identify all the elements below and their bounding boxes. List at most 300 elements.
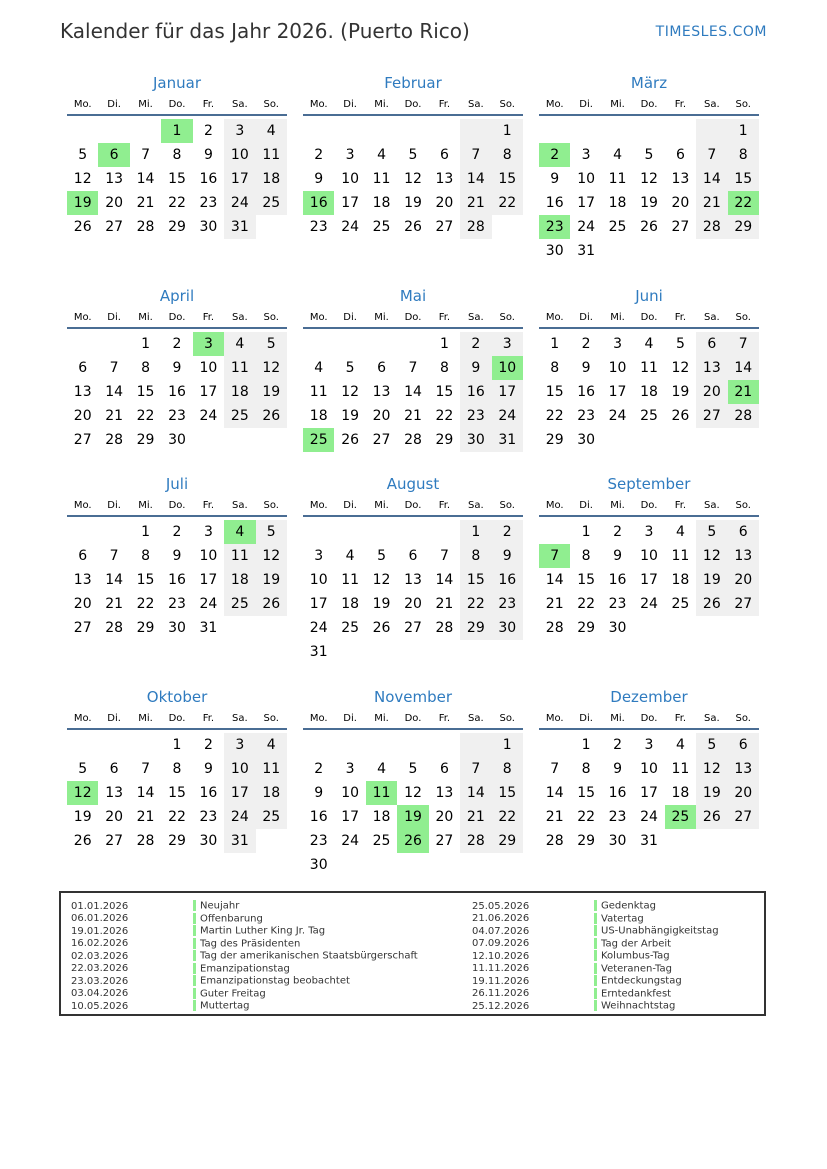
day-cell: 9 [613,761,623,777]
day-cell: 25 [224,592,255,616]
weekday-label: Di. [107,500,121,511]
day-cell: 9 [550,171,560,187]
empty-cell [67,733,98,757]
holiday-marker [594,913,597,924]
day-cell: 22 [136,408,155,424]
day-cell: 21 [545,809,564,825]
day-cell: 30 [545,243,564,259]
empty-cell [334,520,365,544]
day-cell: 23 [492,592,523,616]
day-cell: 24 [199,596,218,612]
holiday-name: Guter Freitag [200,988,266,999]
day-cell: 28 [105,620,124,636]
weekday-label: Fr. [674,500,687,511]
weekday-label: Do. [404,99,422,110]
day-cell: 28 [404,432,422,448]
day-cell: 30 [168,620,186,636]
day-grid [539,332,759,452]
day-cell: 23 [577,408,596,424]
day-cell: 18 [224,568,255,592]
day-cell: 13 [435,785,454,801]
weekday-label: Di. [107,312,121,323]
day-cell: 21 [105,408,124,424]
weekday-label: Di. [343,312,357,323]
day-cell: 24 [640,809,658,825]
day-cell: 4 [675,737,685,753]
weekday-label: Do. [404,312,422,323]
weekday-label: Do. [404,713,422,724]
day-cell: 30 [309,857,328,873]
day-cell: 3 [314,548,324,564]
day-cell: 15 [168,171,186,187]
weekday-header [303,708,523,730]
month-12 [539,686,759,853]
holiday-day-cell: 16 [303,191,334,215]
day-cell: 24 [224,191,255,215]
holiday-date: 06.01.2026 [71,913,129,924]
holiday-marker [594,900,597,911]
holiday-date: 25.12.2026 [472,1000,530,1012]
day-cell: 1 [460,520,491,544]
day-cell: 3 [345,147,355,163]
weekday-label: Fr. [674,312,687,323]
holiday-name: Neujahr [200,900,240,912]
day-cell: 25 [608,219,627,235]
day-cell: 21 [696,191,727,215]
holiday-day-cell: 22 [728,191,759,215]
day-cell: 3 [492,332,523,356]
day-cell: 24 [608,408,627,424]
day-cell: 8 [460,544,491,568]
day-cell: 15 [577,572,596,588]
holiday-row [71,925,418,938]
holiday-marker [594,925,597,936]
empty-cell [67,332,98,356]
day-cell: 12 [671,360,690,376]
day-cell: 29 [168,833,186,849]
day-cell: 18 [608,195,627,211]
day-cell: 27 [105,833,124,849]
day-cell: 21 [545,596,564,612]
day-cell: 8 [141,360,151,376]
holiday-row [472,938,719,951]
holiday-day-cell: 6 [98,143,129,167]
weekday-label: Mo. [73,500,92,511]
day-cell: 30 [168,432,186,448]
weekday-label: Fr. [674,713,687,724]
holiday-column-left [71,900,418,1013]
weekday-label: Mi. [138,713,153,724]
holiday-row [472,1000,719,1013]
weekday-label: Do. [640,500,658,511]
empty-cell [303,733,334,757]
holiday-name: Emanzipationstag beobachtet [200,975,350,987]
day-cell: 7 [109,548,119,564]
day-cell: 30 [199,833,218,849]
weekday-label: Mi. [374,500,389,511]
holiday-day-cell: 25 [665,805,696,829]
day-grid [303,520,523,664]
day-cell: 25 [256,805,287,829]
day-cell: 1 [492,733,523,757]
day-cell: 18 [224,380,255,404]
day-cell: 4 [377,147,387,163]
day-cell: 1 [439,336,449,352]
holiday-row [71,900,418,913]
day-cell: 20 [73,408,92,424]
empty-cell [397,332,428,356]
month-6 [539,285,759,452]
weekday-label: Fr. [202,713,215,724]
brand-link[interactable]: TIMESLES.COM [655,24,767,40]
weekday-label: Di. [579,99,593,110]
weekday-label: So. [735,312,751,323]
weekday-label: Fr. [202,312,215,323]
day-cell: 16 [577,384,596,400]
day-cell: 12 [696,757,727,781]
day-cell: 9 [172,360,182,376]
day-cell: 18 [671,785,690,801]
holiday-name: Tag der Arbeit [601,938,672,949]
weekday-label: Di. [579,500,593,511]
holiday-marker [193,963,196,974]
holiday-marker [193,988,196,999]
day-cell: 16 [608,572,627,588]
weekday-label: Mo. [545,99,564,110]
weekday-label: Sa. [467,312,484,323]
holiday-marker [594,975,597,986]
day-cell: 30 [608,620,627,636]
day-cell: 5 [408,761,418,777]
day-cell: 1 [581,524,591,540]
holiday-day-cell: 3 [193,332,224,356]
weekday-label: Sa. [703,713,720,724]
weekday-label: Di. [579,713,593,724]
weekday-label: Di. [107,99,121,110]
empty-cell [366,119,397,143]
weekday-label: Sa. [231,312,248,323]
day-cell: 10 [608,360,627,376]
weekday-label: Di. [343,713,357,724]
day-cell: 25 [372,219,391,235]
day-grid [67,733,287,853]
empty-cell [397,520,428,544]
day-cell: 11 [256,143,287,167]
day-cell: 8 [172,147,182,163]
month-title: Februar [384,74,442,92]
weekday-label: Sa. [231,713,248,724]
weekday-header [67,94,287,116]
weekday-header [303,307,523,329]
holiday-date: 02.03.2026 [71,950,129,962]
day-cell: 12 [404,785,422,801]
weekday-label: So. [499,99,515,110]
day-cell: 20 [105,195,124,211]
day-cell: 29 [136,432,155,448]
day-cell: 4 [314,360,324,376]
day-cell: 19 [696,781,727,805]
holiday-name: Vatertag [601,913,644,924]
empty-cell [397,733,428,757]
weekday-label: Do. [404,500,422,511]
day-grid [539,733,759,853]
holiday-date: 16.02.2026 [71,938,129,949]
holiday-legend [59,891,766,1016]
day-cell: 27 [73,620,92,636]
day-cell: 23 [168,596,186,612]
day-cell: 6 [78,360,88,376]
empty-cell [429,119,460,143]
day-cell: 21 [435,596,454,612]
day-cell: 26 [73,833,92,849]
empty-cell [366,332,397,356]
day-cell: 13 [105,171,124,187]
day-cell: 2 [314,147,324,163]
day-cell: 16 [309,809,328,825]
weekday-label: So. [499,713,515,724]
weekday-label: Mi. [374,713,389,724]
day-cell: 6 [439,761,449,777]
empty-cell [303,119,334,143]
day-cell: 22 [136,596,155,612]
holiday-marker [594,938,597,949]
day-cell: 13 [671,171,690,187]
day-cell: 17 [640,785,658,801]
holiday-row [71,938,418,951]
holiday-marker [594,950,597,961]
holiday-day-cell: 26 [397,829,428,853]
day-cell: 7 [439,548,449,564]
weekday-label: So. [263,713,279,724]
day-cell: 23 [309,833,328,849]
day-cell: 8 [492,757,523,781]
holiday-name: US-Unabhängigkeitstag [601,925,719,937]
day-cell: 27 [435,833,454,849]
day-cell: 6 [439,147,449,163]
holiday-date: 21.06.2026 [472,913,530,924]
day-cell: 26 [372,620,391,636]
day-cell: 14 [404,384,422,400]
weekday-label: Fr. [674,99,687,110]
day-cell: 10 [577,171,596,187]
day-cell: 13 [372,384,391,400]
day-cell: 11 [256,757,287,781]
empty-cell [98,332,129,356]
day-cell: 28 [545,833,564,849]
day-cell: 26 [404,219,422,235]
holiday-day-cell: 12 [67,781,98,805]
day-cell: 2 [613,737,623,753]
day-cell: 20 [372,408,391,424]
day-cell: 14 [545,572,564,588]
weekday-label: Do. [640,312,658,323]
day-cell: 18 [256,781,287,805]
month-7 [67,473,287,640]
month-11 [303,686,523,877]
day-grid [67,520,287,640]
holiday-row [472,925,719,938]
day-cell: 22 [168,809,186,825]
day-cell: 17 [577,195,596,211]
day-cell: 13 [728,757,759,781]
day-cell: 22 [577,809,596,825]
day-cell: 13 [696,356,727,380]
day-cell: 4 [224,332,255,356]
weekday-label: So. [499,500,515,511]
day-cell: 3 [345,761,355,777]
day-cell: 29 [168,219,186,235]
day-cell: 25 [671,596,690,612]
empty-cell [602,119,633,143]
empty-cell [130,119,161,143]
day-cell: 17 [199,384,218,400]
holiday-date: 12.10.2026 [472,950,530,962]
holiday-date: 07.09.2026 [472,938,530,949]
day-cell: 1 [728,119,759,143]
day-cell: 29 [460,616,491,640]
empty-cell [303,520,334,544]
day-cell: 23 [199,195,218,211]
day-cell: 11 [224,356,255,380]
weekday-label: Mo. [73,99,92,110]
month-title: August [386,475,440,493]
empty-cell [67,520,98,544]
day-cell: 16 [608,785,627,801]
weekday-label: Di. [343,99,357,110]
weekday-label: Mi. [138,312,153,323]
holiday-date: 26.11.2026 [472,988,530,999]
day-cell: 8 [172,761,182,777]
day-cell: 6 [696,332,727,356]
day-cell: 29 [545,432,564,448]
month-title: April [159,287,195,305]
day-cell: 13 [73,572,92,588]
day-cell: 26 [696,805,727,829]
weekday-label: Mo. [545,713,564,724]
day-cell: 3 [581,147,591,163]
day-cell: 9 [460,356,491,380]
day-cell: 12 [341,384,360,400]
day-cell: 24 [199,408,218,424]
empty-cell [366,733,397,757]
day-cell: 17 [199,572,218,588]
empty-cell [98,520,129,544]
day-cell: 2 [203,123,213,139]
day-cell: 2 [203,737,213,753]
day-cell: 30 [577,432,596,448]
day-cell: 15 [545,384,564,400]
day-cell: 27 [372,432,391,448]
day-cell: 26 [256,404,287,428]
holiday-date: 10.05.2026 [71,1000,129,1012]
day-cell: 4 [256,733,287,757]
weekday-label: Fr. [438,99,451,110]
day-cell: 19 [404,195,422,211]
day-cell: 31 [224,215,255,239]
day-cell: 11 [224,544,255,568]
holiday-name: Weihnachtstag [601,1000,676,1012]
day-cell: 18 [309,408,328,424]
day-cell: 12 [256,356,287,380]
day-cell: 12 [404,171,422,187]
day-cell: 17 [608,384,627,400]
weekday-label: Sa. [231,99,248,110]
day-cell: 20 [728,781,759,805]
holiday-row [71,988,418,1001]
holiday-date: 25.05.2026 [472,900,530,912]
weekday-header [539,94,759,116]
day-cell: 24 [224,805,255,829]
holiday-row [472,988,719,1001]
day-cell: 22 [577,596,596,612]
holiday-date: 19.11.2026 [472,975,530,987]
weekday-label: Mo. [545,500,564,511]
day-cell: 12 [73,171,92,187]
day-cell: 28 [136,219,155,235]
day-cell: 7 [550,761,560,777]
day-cell: 4 [644,336,654,352]
day-cell: 10 [640,548,658,564]
day-grid [67,119,287,239]
month-title: Januar [153,74,201,92]
weekday-label: So. [735,99,751,110]
day-cell: 23 [608,596,627,612]
holiday-day-cell: 7 [539,544,570,568]
day-cell: 27 [105,219,124,235]
day-cell: 30 [460,428,491,452]
holiday-date: 01.01.2026 [71,900,129,912]
day-cell: 17 [224,167,255,191]
day-cell: 18 [372,809,391,825]
day-cell: 29 [435,432,454,448]
day-cell: 26 [341,432,360,448]
day-cell: 15 [577,785,596,801]
holiday-date: 03.04.2026 [71,988,129,999]
day-cell: 2 [492,520,523,544]
weekday-label: Mo. [73,713,92,724]
month-title: Dezember [610,688,688,706]
day-cell: 4 [256,119,287,143]
empty-cell [303,332,334,356]
day-cell: 4 [345,548,355,564]
day-cell: 22 [492,805,523,829]
day-cell: 11 [372,171,391,187]
day-cell: 6 [78,548,88,564]
holiday-marker [594,1000,597,1011]
weekday-label: Di. [107,713,121,724]
day-cell: 14 [545,785,564,801]
day-cell: 13 [728,544,759,568]
day-cell: 19 [696,568,727,592]
holiday-row [71,950,418,963]
day-cell: 24 [341,219,360,235]
day-cell: 19 [256,568,287,592]
day-cell: 27 [728,805,759,829]
day-cell: 7 [460,143,491,167]
empty-cell [98,733,129,757]
weekday-label: Mi. [610,312,625,323]
day-cell: 9 [172,548,182,564]
holiday-date: 04.07.2026 [472,925,530,937]
holiday-row [472,913,719,926]
holiday-day-cell: 4 [224,520,255,544]
holiday-row [71,913,418,926]
day-cell: 3 [224,733,255,757]
day-cell: 14 [728,356,759,380]
weekday-header [539,307,759,329]
holiday-marker [594,988,597,999]
holiday-name: Gedenktag [601,900,656,912]
